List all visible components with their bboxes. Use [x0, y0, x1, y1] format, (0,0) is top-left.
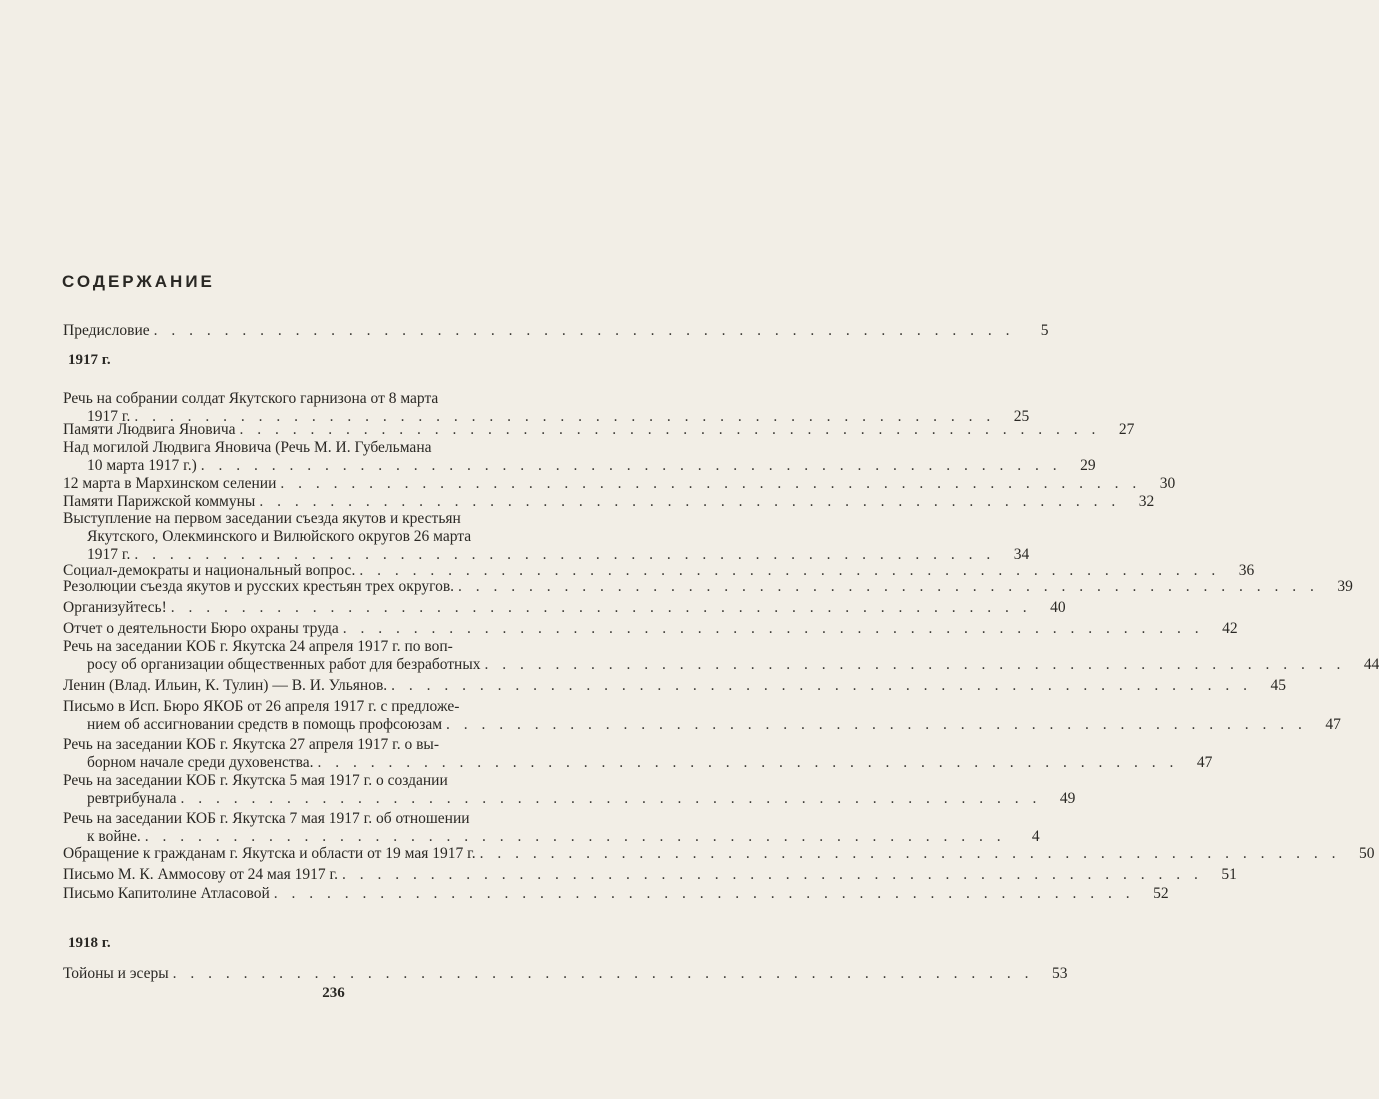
dot-leader: . . . . . . . . . . . . . . . . . . . . . . . . . . . . . . . . . . . . . . . . . . . . . . . . .	[479, 845, 1341, 862]
entry-page-number: 52	[1153, 885, 1169, 902]
dot-leader: . . . . . . . . . . . . . . . . . . . . . . . . . . . . . . . . . . . . . . . . . . . . . . . . .	[153, 322, 1015, 339]
toc-entry[interactable]	[63, 885, 1169, 903]
toc-entry[interactable]	[63, 772, 1076, 808]
entry-title-line: Резолюции съезда якутов и русских крестьян трех округов.	[63, 578, 455, 595]
entry-title-line: Речь на заседании КОБ г. Якутска 7 мая 1917 г. об отношении	[63, 810, 470, 827]
page-number: 236	[322, 985, 345, 1001]
entry-title-line: Выступление на первом заседании съезда якутов и крестьян	[63, 510, 461, 527]
toc-entry[interactable]	[63, 698, 1341, 734]
entry-page-number: 30	[1159, 475, 1176, 492]
dot-leader: . . . . . . . . . . . . . . . . . . . . . . . . . . . . . . . . . . . . . . . . . . . . . . . . .	[134, 408, 996, 425]
entry-title-line: росу об организации общественных работ для безработных	[87, 656, 481, 673]
toc-entry[interactable]	[63, 677, 1287, 695]
section-year-heading: 1917 г.	[68, 352, 111, 368]
entry-title-line: Письмо М. К. Аммосову от 24 мая 1917 г.	[63, 866, 338, 883]
entry-title-line: Над могилой Людвига Яновича (Речь М. И. Губельмана	[63, 439, 432, 456]
entry-title-line: 1917 г.	[87, 408, 131, 425]
contents-heading: СОДЕРЖАНИЕ	[62, 272, 215, 291]
entry-title-line: Памяти Людвига Яновича	[63, 421, 236, 438]
entry-page-number: 47	[1196, 754, 1213, 771]
dot-leader: . . . . . . . . . . . . . . . . . . . . . . . . . . . . . . . . . . . . . . . . . . . . . . . . .	[458, 578, 1319, 595]
dot-leader: . . . . . . . . . . . . . . . . . . . . . . . . . . . . . . . . . . . . . . . . . . . . . . . . .	[170, 599, 1032, 616]
entry-page-number: 36	[1238, 562, 1255, 579]
entry-page-number: 4	[1031, 828, 1040, 845]
dot-leader: . . . . . . . . . . . . . . . . . . . . . . . . . . . . . . . . . . . . . . . . . . . . . . . . .	[180, 790, 1042, 807]
entry-title-line: 10 марта 1917 г.)	[87, 457, 197, 474]
entry-title-line: 12 марта в Мархинском селении	[63, 475, 277, 492]
dot-leader: . . . . . . . . . . . . . . . . . . . . . . . . . . . . . . . . . . . . . . . . . . . . . . . . .	[280, 475, 1142, 492]
dot-leader: . . . . . . . . . . . . . . . . . . . . . . . . . . . . . . . . . . . . . . . . . . . . . . . . .	[144, 828, 1006, 845]
entry-page-number: 44	[1363, 656, 1379, 673]
toc-entry[interactable]	[63, 439, 1096, 475]
dot-leader: . . . . . . . . . . . . . . . . . . . . . . . . . . . . . . . . . . . . . . . . . . . . . . . . .	[391, 677, 1253, 694]
entry-page-number: 27	[1118, 421, 1135, 438]
toc-entry[interactable]	[63, 475, 1176, 493]
toc-entry[interactable]	[63, 421, 1135, 439]
entry-page-number: 34	[1013, 546, 1030, 563]
dot-leader: . . . . . . . . . . . . . . . . . . . . . . . . . . . . . . . . . . . . . . . . . . . . . . . . .	[200, 457, 1062, 474]
entry-page-number: 47	[1325, 716, 1341, 733]
entry-page-number: 32	[1138, 493, 1155, 510]
entry-title-line: Организуйтесь!	[63, 599, 167, 616]
entry-page-number: 51	[1221, 866, 1237, 883]
toc-entry[interactable]	[63, 866, 1237, 884]
entry-page-number: 53	[1052, 965, 1068, 982]
entry-page-number: 25	[1013, 408, 1030, 425]
entry-title-line: борном начале среди духовенства.	[87, 754, 314, 771]
entry-page-number: 42	[1222, 620, 1238, 637]
entry-title-line: Якутского, Олекминского и Вилюйского округов 26 марта	[87, 528, 472, 545]
dot-leader: . . . . . . . . . . . . . . . . . . . . . . . . . . . . . . . . . . . . . . . . . . . . . . . . .	[342, 866, 1203, 883]
entry-page-number: 40	[1050, 599, 1066, 616]
entry-title-line: Письмо в Исп. Бюро ЯКОБ от 26 апреля 1917 г. с предложе-	[63, 698, 460, 715]
toc-entry[interactable]	[63, 638, 1379, 674]
dot-leader: . . . . . . . . . . . . . . . . . . . . . . . . . . . . . . . . . . . . . . . . . . . . . . . . .	[259, 493, 1121, 510]
toc-entry[interactable]	[63, 578, 1353, 596]
section-year-heading: 1918 г.	[68, 935, 111, 951]
entry-page-number: 50	[1359, 845, 1375, 862]
entry-title-line: Тойоны и эсеры	[63, 965, 169, 982]
entry-title-line: к войне.	[87, 828, 141, 845]
toc-entry[interactable]	[63, 599, 1066, 617]
toc-entry[interactable]	[63, 845, 1375, 863]
entry-title-line: Письмо Капитолине Атласовой	[63, 885, 270, 902]
entry-page-number: 39	[1337, 578, 1353, 595]
entry-title-line: Обращение к гражданам г. Якутска и области от 19 мая 1917 г.	[63, 845, 476, 862]
entry-title-line: Социал-демократы и национальный вопрос.	[63, 562, 356, 579]
entry-page-number: 49	[1059, 790, 1076, 807]
toc-entry[interactable]	[63, 965, 1068, 983]
entry-title-line: Предисловие	[63, 322, 150, 339]
entry-title-line: Речь на заседании КОБ г. Якутска 27 апреля 1917 г. о вы-	[63, 736, 440, 753]
toc-entry-preface[interactable]	[63, 322, 1049, 340]
entry-title-line: Речь на собрании солдат Якутского гарнизона от 8 марта	[63, 390, 439, 407]
dot-leader: . . . . . . . . . . . . . . . . . . . . . . . . . . . . . . . . . . . . . . . . . . . . . . . . .	[484, 656, 1346, 673]
toc-entry[interactable]	[63, 810, 1040, 846]
dot-leader: . . . . . . . . . . . . . . . . . . . . . . . . . . . . . . . . . . . . . . . . . . . . . . . . .	[172, 965, 1034, 982]
entry-title-line: Памяти Парижской коммуны	[63, 493, 256, 510]
entry-title-line: Ленин (Влад. Ильин, К. Тулин) — В. И. Ульянов.	[63, 677, 388, 694]
toc-entry[interactable]	[63, 620, 1238, 638]
toc-entry[interactable]	[63, 736, 1213, 772]
dot-leader: . . . . . . . . . . . . . . . . . . . . . . . . . . . . . . . . . . . . . . . . . . . . . . . . .	[239, 421, 1101, 438]
entry-title-line: нием об ассигновании средств в помощь профсоюзам	[87, 716, 443, 733]
entry-title-line: 1917 г.	[87, 546, 131, 563]
entry-title-line: Отчет о деятельности Бюро охраны труда	[63, 620, 339, 637]
dot-leader: . . . . . . . . . . . . . . . . . . . . . . . . . . . . . . . . . . . . . . . . . . . . . . . . .	[134, 546, 996, 563]
entry-page-number: 45	[1270, 677, 1287, 694]
entry-title-line: Речь на заседании КОБ г. Якутска 24 апреля 1917 г. по воп-	[63, 638, 453, 655]
dot-leader: . . . . . . . . . . . . . . . . . . . . . . . . . . . . . . . . . . . . . . . . . . . . . . . . .	[317, 754, 1179, 771]
entry-page-number: 5	[1040, 322, 1049, 339]
dot-leader: . . . . . . . . . . . . . . . . . . . . . . . . . . . . . . . . . . . . . . . . . . . . . . . . .	[273, 885, 1135, 902]
dot-leader: . . . . . . . . . . . . . . . . . . . . . . . . . . . . . . . . . . . . . . . . . . . . . . . . .	[446, 716, 1307, 733]
toc-entry[interactable]	[63, 493, 1155, 511]
dot-leader: . . . . . . . . . . . . . . . . . . . . . . . . . . . . . . . . . . . . . . . . . . . . . . . . .	[342, 620, 1204, 637]
dot-leader: . . . . . . . . . . . . . . . . . . . . . . . . . . . . . . . . . . . . . . . . . . . . . . . . .	[359, 562, 1221, 579]
entry-title-line: Речь на заседании КОБ г. Якутска 5 мая 1917 г. о создании	[63, 772, 448, 789]
entry-page-number: 29	[1080, 457, 1096, 474]
toc-entry[interactable]	[63, 510, 1030, 564]
entry-title-line: ревтрибунала	[87, 790, 177, 807]
